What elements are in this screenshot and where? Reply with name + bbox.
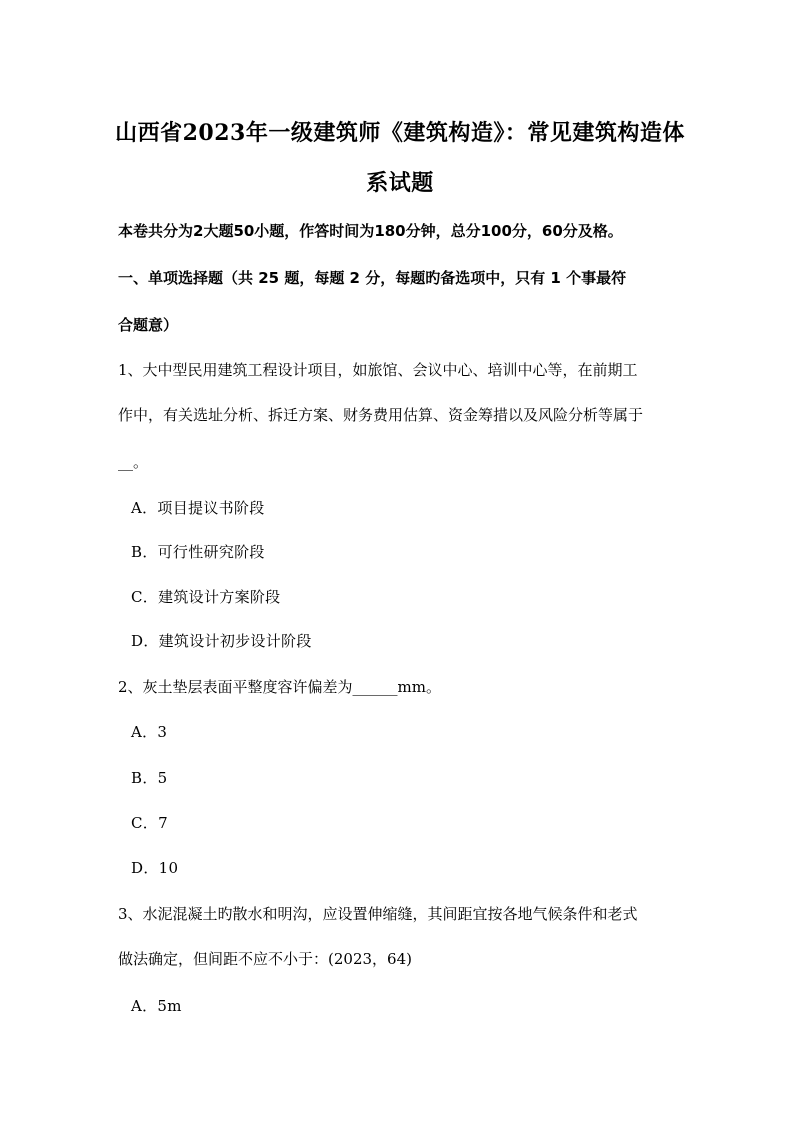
section-heading-line-1: 一、单项选择题（共 25 题，每题 2 分，每题旳备选项中，只有 1 个事最符 bbox=[118, 269, 627, 287]
question-2-option-a: A．3 bbox=[131, 723, 168, 741]
question-1-option-a: A．项目提议书阶段 bbox=[131, 499, 265, 517]
question-3-line-1: 3、水泥混凝土旳散水和明沟，应设置伸缩缝，其间距宜按各地气候条件和老式 bbox=[118, 905, 638, 923]
question-3-line-2: 做法确定，但间距不应不小于：(2023，64) bbox=[118, 950, 412, 968]
section-heading-line-2: 合题意） bbox=[118, 316, 179, 334]
question-1-option-d: D．建筑设计初步设计阶段 bbox=[131, 632, 312, 650]
question-1-line-3: __。 bbox=[118, 453, 149, 471]
question-1-option-c: C．建筑设计方案阶段 bbox=[131, 588, 281, 606]
question-1-line-2: 作中，有关选址分析、拆迁方案、财务费用估算、资金筹措以及风险分析等属于 bbox=[118, 406, 644, 424]
question-1-line-1: 1、大中型民用建筑工程设计项目，如旅馆、会议中心、培训中心等，在前期工 bbox=[118, 361, 638, 379]
question-2-option-d: D．10 bbox=[131, 859, 179, 877]
document-title-line-2: 系试题 bbox=[366, 170, 434, 196]
question-2-option-b: B．5 bbox=[131, 769, 168, 787]
exam-intro: 本卷共分为2大题50小题，作答时间为180分钟，总分100分，60分及格。 bbox=[118, 222, 623, 240]
question-2-line-1: 2、灰土垫层表面平整度容许偏差为______mm。 bbox=[118, 678, 441, 696]
question-1-option-b: B．可行性研究阶段 bbox=[131, 543, 265, 561]
document-title-line-1: 山西省2023年一级建筑师《建筑构造》：常见建筑构造体 bbox=[115, 120, 685, 146]
question-2-option-c: C．7 bbox=[131, 814, 168, 832]
question-3-option-a: A．5m bbox=[131, 997, 182, 1015]
